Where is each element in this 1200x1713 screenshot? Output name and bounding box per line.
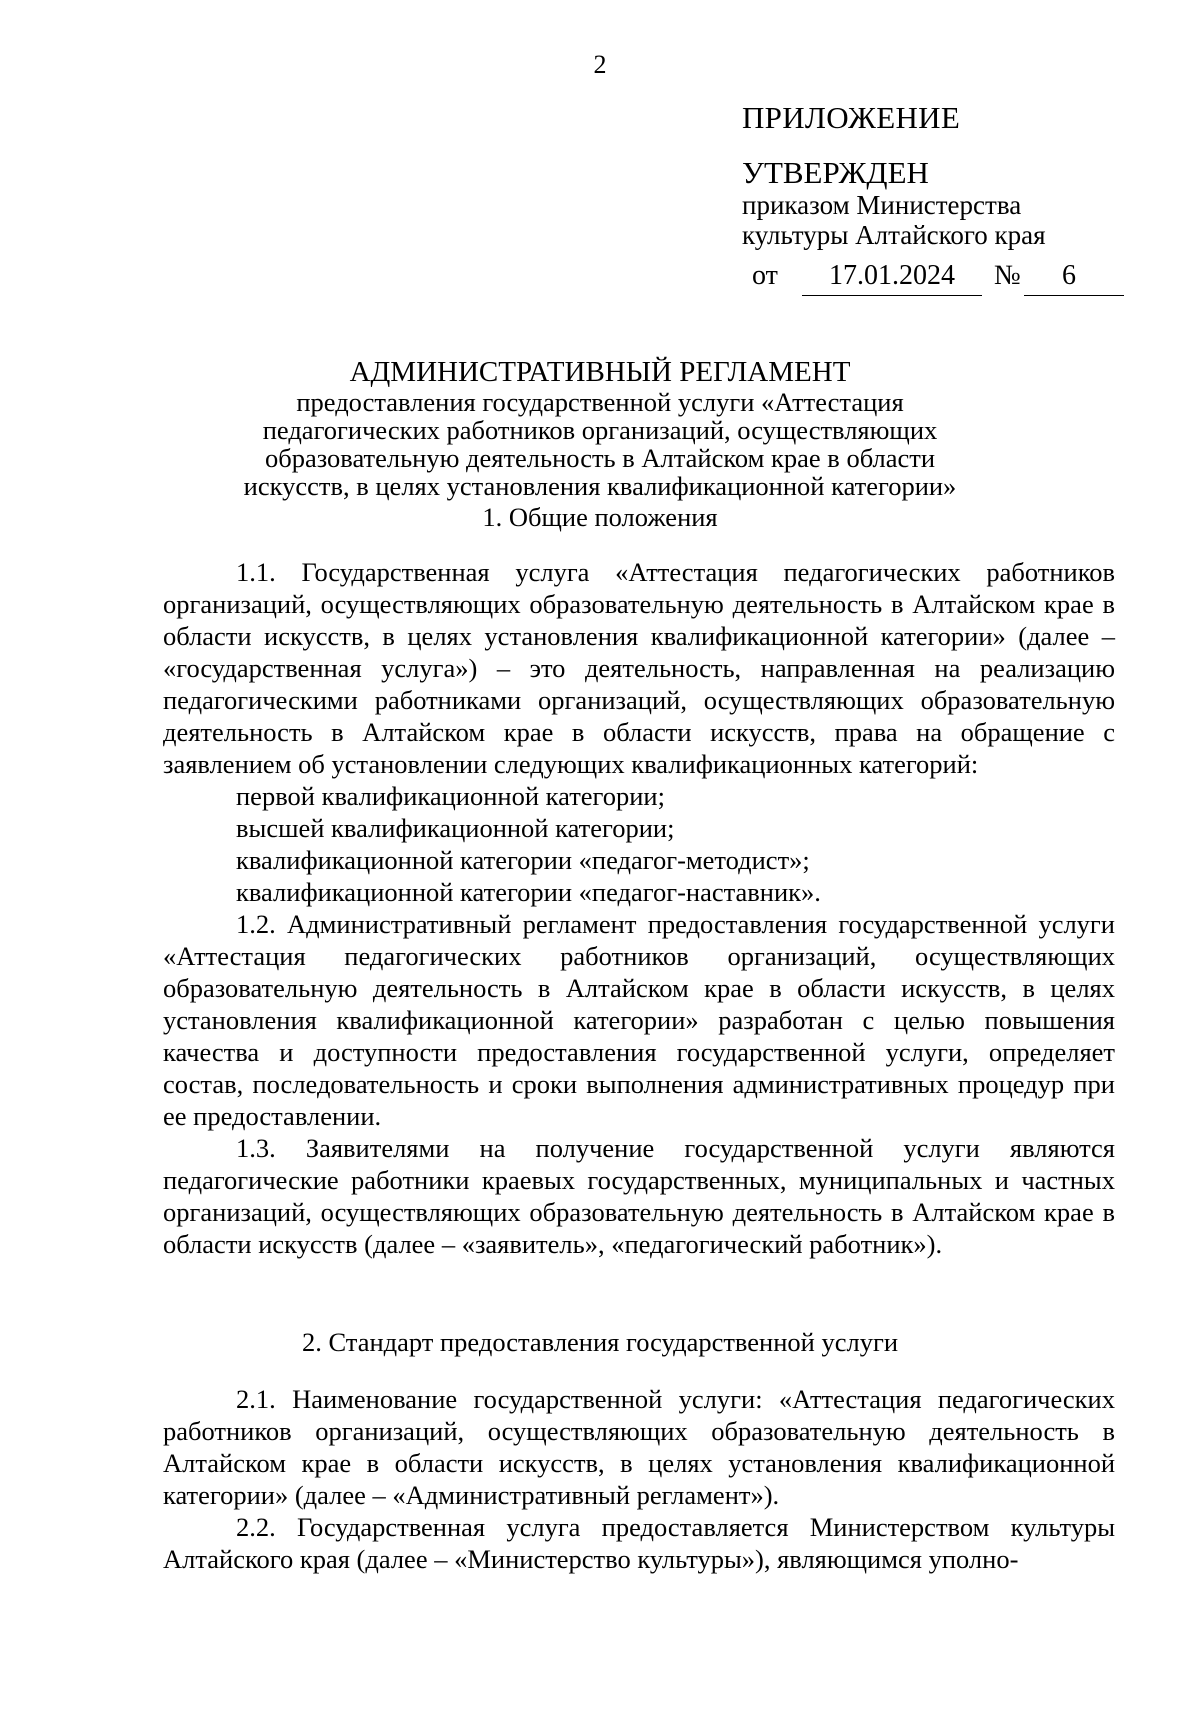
category-list-item: высшей квалификационной категории;: [236, 813, 675, 843]
approval-line: культуры Алтайского края: [742, 220, 1046, 250]
order-number-underline: [1024, 295, 1124, 296]
document-title-line: предоставления государственной услуги «Аттестация: [296, 387, 904, 417]
approval-block: [742, 100, 1142, 300]
document-title: [0, 356, 1200, 500]
approved-label: УТВЕРЖДЕН: [742, 155, 929, 190]
category-list-item: квалификационной категории «педагог-наставник».: [236, 877, 821, 907]
order-date-number-row: [742, 260, 1142, 300]
paragraph-2-2: 2.2. Государственная услуга предоставляется Министерством культуры Алтайского края (далее – «Министерство культуры»), являющимся уполно-: [163, 1512, 1115, 1574]
category-list-item: первой квалификационной категории;: [236, 781, 665, 811]
document-title-line: педагогических работников организаций, осуществляющих: [262, 415, 938, 445]
document-title-line: образовательную деятельность в Алтайском крае в области: [264, 443, 936, 473]
section-2-heading: 2. Стандарт предоставления государственной услуги: [301, 1327, 899, 1357]
paragraph-1-3: 1.3. Заявителями на получение государственной услуги являются педагогические работники краевых государственных, муниципальных и частных организаций, осуществляющих образовательную деятельность в Алтайском крае в области искусств (далее – «заявитель», «педагогический работник»).: [163, 1133, 1115, 1259]
order-date: 17.01.2024: [829, 260, 955, 291]
order-number: 6: [1062, 260, 1076, 291]
section-1-heading: 1. Общие положения: [482, 502, 718, 532]
approval-line: приказом Министерства: [742, 190, 1022, 220]
paragraph-2-1: 2.1. Наименование государственной услуги: «Аттестация педагогических работников организаций, осуществляющих образовательную деятельность в Алтайском крае в области искусств, в целях установления квалификационной категории» (далее – «Административный регламент»).: [163, 1384, 1115, 1510]
document-title-line: искусств, в целях установления квалификационной категории»: [243, 471, 957, 501]
section-1-body: [163, 556, 1115, 1260]
order-number-label: №: [994, 260, 1021, 291]
paragraph-1-1: 1.1. Государственная услуга «Аттестация педагогических работников организаций, осуществляющих образовательную деятельность в Алтайском крае в области искусств, в целях установления квалификационной категории» (далее – «государственная услуга») – это деятельность, направленная на реализацию педагогическими работниками организаций, осуществляющих образовательную деятельность в Алтайском крае в области искусств, права на обращение с заявлением об установлении следующих квалификационных категорий:: [163, 557, 1115, 779]
page-number: 2: [593, 50, 607, 79]
order-date-underline: [802, 295, 982, 296]
document-title-main: АДМИНИСТРАТИВНЫЙ РЕГЛАМЕНТ: [349, 356, 851, 388]
appendix-label: ПРИЛОЖЕНИЕ: [742, 100, 961, 135]
order-from-label: от: [752, 260, 778, 291]
paragraph-1-2: 1.2. Административный регламент предоставления государственной услуги «Аттестация педагогических работников организаций, осуществляющих образовательную деятельность в Алтайском крае в области искусств, в целях установления квалификационной категории» разработан с целью повышения качества и доступности предоставления государственной услуги, определяет состав, последовательность и сроки выполнения административных процедур при ее предоставлении.: [163, 909, 1115, 1131]
section-2-body: [163, 1383, 1115, 1575]
category-list-item: квалификационной категории «педагог-методист»;: [236, 845, 810, 875]
